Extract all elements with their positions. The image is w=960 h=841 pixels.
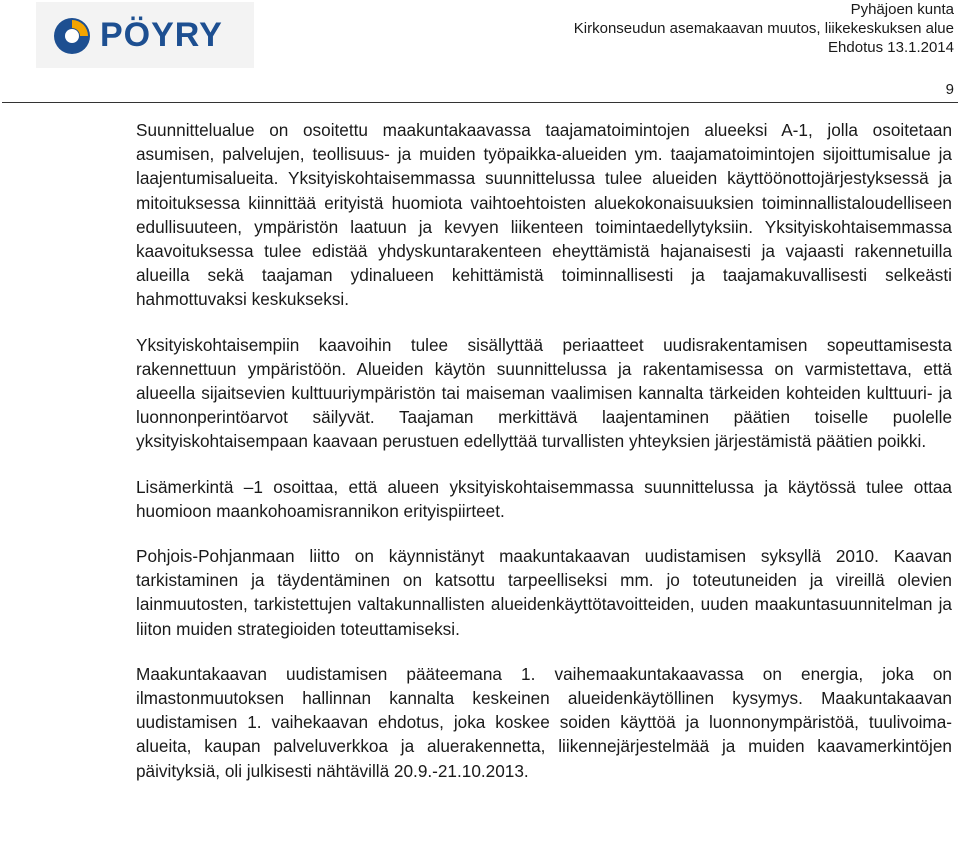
- page-number: 9: [945, 81, 954, 98]
- draft-date: Ehdotus 13.1.2014: [828, 39, 954, 56]
- document-header: [574, 0, 954, 57]
- project-title: Kirkonseudun asemakaavan muutos, liikekeskuksen alue: [573, 20, 954, 37]
- municipality-name: Pyhäjoen kunta: [850, 1, 954, 18]
- header-divider: [2, 102, 958, 103]
- paragraph: Yksityiskohtaisempiin kaavoihin tulee sisällyttää periaatteet uudisrakentamisen sopeuttamisesta rakennettuun ympäristöön. Alueiden käytön suunnittelussa ja rakentamisessa on varmistettava, että alueella sijaitsevien kulttuuriympäristön tai maiseman vaalimisen kannalta tärkeiden kohteiden kulttuuri- ja luonnonperintöarvot säilyvät. Taajaman merkittävä laajentaminen päätien toiselle puolelle yksityiskohtaisempaan kaavaan perustuen edellyttää turvallisten yhteyksien järjestämistä päätien poikki.: [136, 334, 952, 452]
- paragraph: Suunnittelualue on osoitettu maakuntakaavassa taajamatoimintojen alueeksi A-1, jolla osoitetaan asumisen, palvelujen, teollisuus- ja muiden työpaikka-alueiden ym. taajamatoimintojen sijoittumisalue ja laajentumisalueita. Yksityiskohtaisemmassa suunnittelussa tulee alueiden käyttöönottojärjestyksessä ja mitoituksessa kiinnittää erityistä huomiota vaihtoehtoisten aluekokonaisuuksien toiminnallistaloudelliseen edullisuuteen, ympäristön laatuun ja kevyen liikenteen toimintaedellytyksiin. Yksityiskohtaisemmassa kaavoituksessa tulee edistää yhdyskuntarakenteen eheyttämistä hajanaisesti ja vajaasti rakennetuilla alueilla sekä taajaman ydinalueen kehittämistä toiminnallisesti ja taajamakuvallisesti selkeästi hahmottuvaksi keskukseksi.: [136, 120, 952, 310]
- paragraph: Lisämerkintä –1 osoittaa, että alueen yksityiskohtaisemmassa suunnittelussa ja käytössä tulee ottaa huomioon maankohoamisrannikon erityispiirteet.: [136, 476, 952, 521]
- paragraph: Pohjois-Pohjanmaan liitto on käynnistänyt maakuntakaavan uudistamisen syksyllä 2010. Kaavan tarkistaminen ja täydentäminen on katsottu tarpeelliseksi mm. jo toteutuneiden ja vireillä olevien lainmuutosten, tarkistettujen valtakunnallisten alueidenkäyttötavoitteiden, uuden maakuntasuunnitelman ja liiton muiden strategioiden toteuttamiseksi.: [136, 546, 952, 639]
- poyry-logo: [36, 2, 254, 68]
- logo-wordmark: PÖYRY: [100, 16, 223, 54]
- poyry-emblem-icon: [52, 16, 92, 56]
- document-body: [136, 118, 952, 804]
- paragraph: Maakuntakaavan uudistamisen pääteemana 1. vaihemaakuntakaavassa on energia, joka on ilmastonmuutoksen hallinnan kannalta keskeinen alueidenkäytöllinen kysymys. Maakuntakaavan uudistamisen 1. vaihekaavan ehdotus, joka koskee soiden käyttöä ja luonnonympäristöä, tuulivoima-alueita, kaupan palveluverkkoa ja aluerakennetta, liikennejärjestelmää ja muiden kaavamerkintöjen päivityksiä, oli julkisesti nähtävillä 20.9.-21.10.2013.: [136, 663, 952, 781]
